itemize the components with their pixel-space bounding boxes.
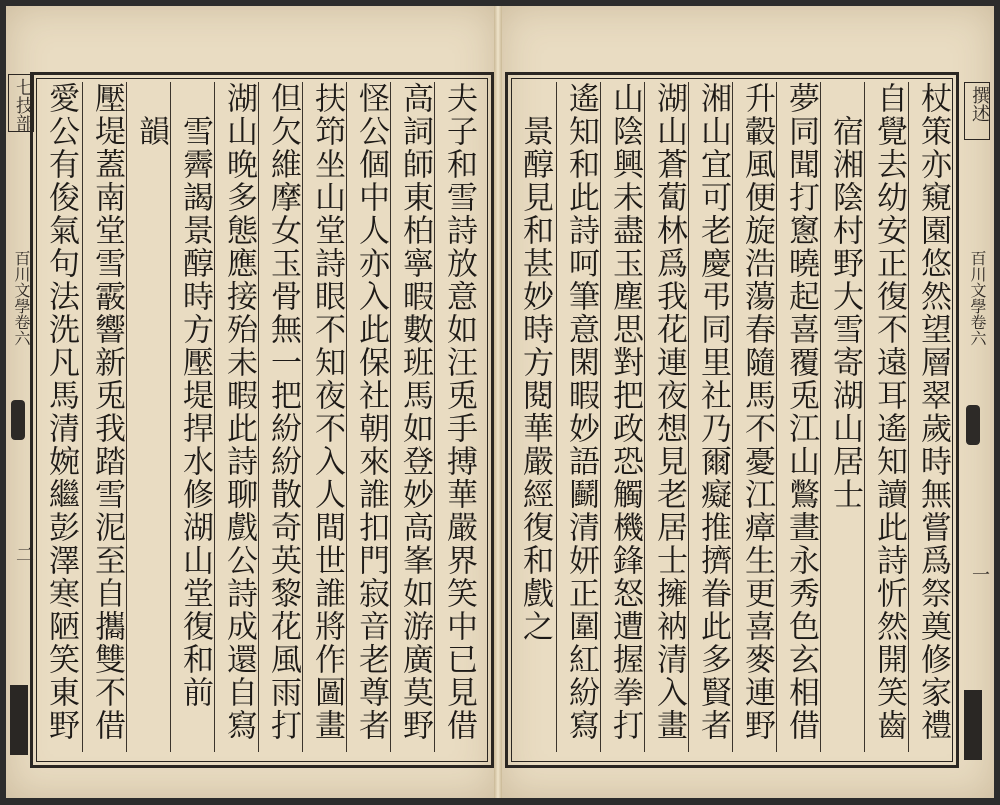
text-column: 景醇見和甚妙時方閱華嚴經復和戲之	[517, 82, 553, 643]
right-section-label: 撰述	[969, 86, 990, 122]
right-black-bar	[964, 690, 982, 760]
left-black-bar	[10, 685, 28, 755]
text-column: 湖山晚多態應接殆未暇此詩聊戲公詩成還自寫	[221, 82, 257, 742]
text-column: 夫子和雪詩放意如汪兎手搏華嚴界笑中已見借	[441, 82, 477, 742]
text-column: 湘山宜可老慶弔同里社乃爾癡推擠眷此多賢者	[695, 82, 731, 742]
right-page-number: 一	[969, 565, 990, 583]
right-fishtail-mark	[966, 405, 980, 445]
text-column: 高詞師東柏寧暇數班馬如登妙高峯如游廣莫野	[397, 82, 433, 742]
left-section-label: 七技部	[13, 78, 34, 132]
text-column: 雪霽謁景醇時方壓堤捍水修湖山堂復和前	[177, 82, 213, 709]
text-column: 宿湘陰村野大雪寄湖山居士	[827, 82, 863, 511]
text-column: 愛公有俊氣句法洗凡馬清婉繼彭澤寒陋笑東野	[43, 82, 79, 742]
book-gutter	[494, 6, 502, 798]
text-column: 遙知和此詩呵筆意閑暇妙語鬬清妍正圍紅紛寫	[563, 82, 599, 742]
text-column: 升轂風便旋浩蕩春隨馬不憂江瘴生更喜麥連野	[739, 82, 775, 742]
text-column: 壓堤蓋南堂雪霰響新兎我踏雪泥至自攜雙不借	[89, 82, 125, 742]
text-column: 山陰興未盡玉塵思對把政恐觸機鋒怒遭握拳打	[607, 82, 643, 742]
right-column-rule	[556, 82, 557, 752]
text-column: 怪公個中人亦入此保社朝來誰扣門寂音老尊者	[353, 82, 389, 742]
right-volume-title: 百川文學卷六	[968, 250, 987, 346]
left-volume-title: 百川文學卷六	[12, 250, 31, 346]
text-column: 杖策亦窺園悠然望層翠歲時無嘗爲祭奠修家禮	[915, 82, 951, 742]
text-column: 但欠維摩女玉骨無一把紛紛散奇英黎花風雨打	[265, 82, 301, 742]
text-column: 扶笻坐山堂詩眼不知夜不入人間世誰將作圖畫	[309, 82, 345, 742]
text-column: 韻	[133, 82, 169, 148]
text-column: 夢同聞打窻曉起喜覆兎江山鷩晝永秀色玄相借	[783, 82, 819, 742]
left-column-rule	[82, 82, 83, 752]
text-column: 湖山蒼蔔林爲我花連夜想見老居士擁衲清入畫	[651, 82, 687, 742]
text-column: 自覺去幼安正復不遠耳遙知讀此詩忻然開笑齒	[871, 82, 907, 742]
left-fishtail-mark	[11, 400, 25, 440]
left-page-number: 二	[13, 545, 34, 563]
